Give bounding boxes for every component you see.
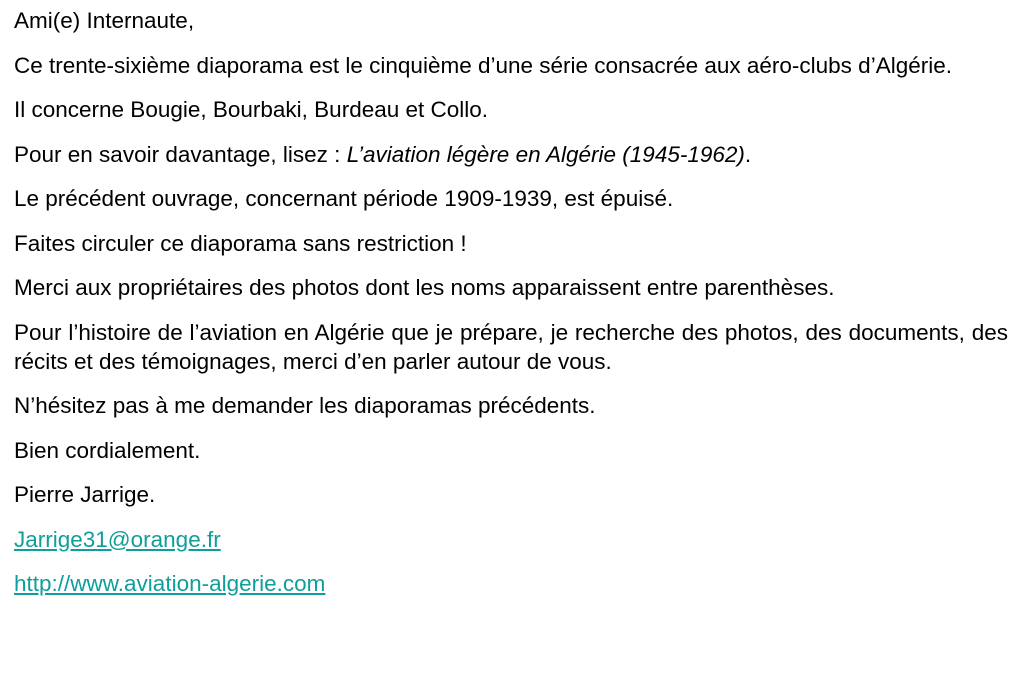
request-paragraph: Pour l’histoire de l’aviation en Algérie que je prépare, je recherche des photos, des documents, des récits et des témoignages, merci d’en parler autour de vous. bbox=[14, 319, 1008, 374]
concerns-paragraph: Il concerne Bougie, Bourbaki, Burdeau et Collo. bbox=[14, 97, 489, 122]
read-more-paragraph bbox=[14, 140, 1008, 169]
book-title: L’aviation légère en Algérie (1945-1962) bbox=[346, 141, 745, 167]
signature-text: Pierre Jarrige. bbox=[14, 482, 156, 507]
thanks-paragraph: Merci aux propriétaires des photos dont les noms apparaissent entre parenthèses. bbox=[14, 275, 835, 300]
greeting-text: Ami(e) Internaute, bbox=[14, 8, 195, 33]
intro-paragraph: Ce trente-sixième diaporama est le cinquième d’une série consacrée aux aéro-clubs d’Algérie. bbox=[14, 52, 952, 78]
read-more-suffix: . bbox=[744, 141, 752, 167]
previous-work-paragraph: Le précédent ouvrage, concernant période 1909-1939, est épuisé. bbox=[14, 186, 674, 211]
letter-body bbox=[14, 6, 1008, 614]
email-line bbox=[14, 525, 1008, 554]
closing-text: Bien cordialement. bbox=[14, 437, 201, 463]
read-more-prefix: Pour en savoir davantage, lisez : bbox=[14, 141, 347, 167]
ask-previous-paragraph: N’hésitez pas à me demander les diaporamas précédents. bbox=[14, 393, 596, 418]
website-line bbox=[14, 569, 1008, 598]
share-paragraph: Faites circuler ce diaporama sans restriction ! bbox=[14, 230, 467, 256]
website-link[interactable]: http://www.aviation-algerie.com bbox=[14, 571, 326, 596]
email-link[interactable]: Jarrige31@orange.fr bbox=[14, 526, 221, 552]
